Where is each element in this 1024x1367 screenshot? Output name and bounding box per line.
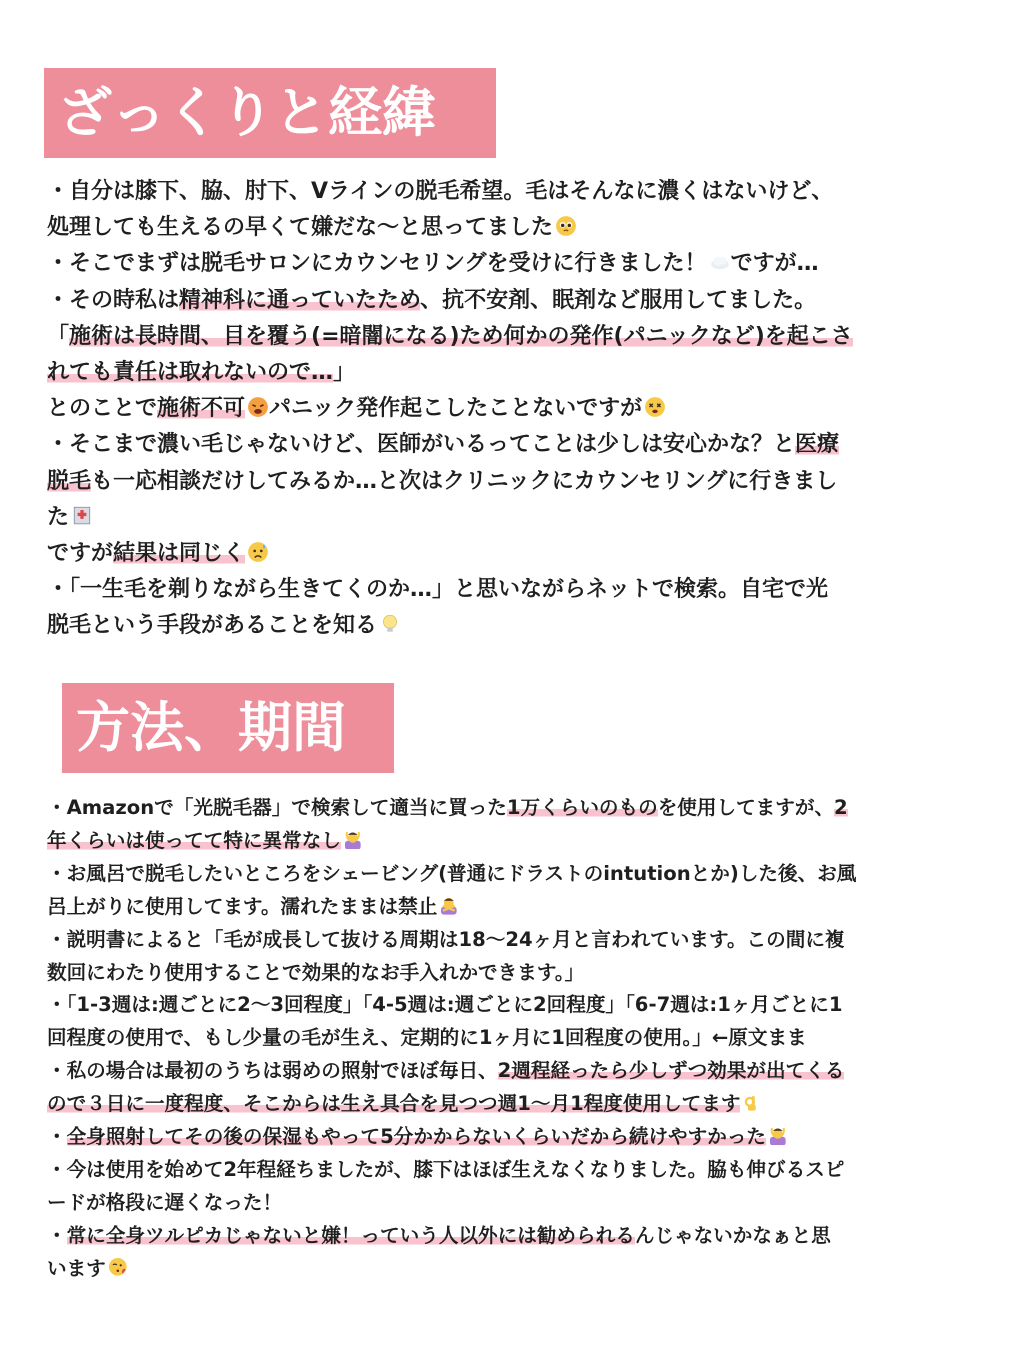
person-raising-hand-icon [343, 827, 363, 847]
text-segment: います [47, 1256, 106, 1280]
text-segment: ・「1-3週は:週ごとに2〜3回程度」「4-5週は:週ごとに2回程度」「6-7週は:1ヶ月ごとに1 [47, 993, 843, 1017]
text-line [47, 536, 967, 572]
text-segment: ・ [47, 1125, 67, 1149]
person-raising-hand-icon [768, 1123, 788, 1143]
text-segment: を使用してますが、 [657, 796, 835, 819]
highlighted-text: れても責任は取れないので… [47, 360, 334, 386]
highlighted-text: 施術不可 [157, 396, 246, 422]
highlighted-text: 医療 [795, 432, 840, 458]
text-line [47, 500, 967, 536]
text-line [47, 858, 967, 891]
text-line [47, 1055, 967, 1088]
highlighted-text: 脱毛 [47, 468, 92, 494]
text-segment: ・自分は膝下、脇、肘下、Vラインの脱毛希望。毛はそんなに濃くはないけど、 [47, 179, 834, 204]
text-line [47, 427, 967, 463]
text-line [47, 391, 967, 427]
text-line [47, 825, 967, 858]
face-blowing-kiss-icon [108, 1255, 128, 1275]
text-segment: ・「一生毛を剃りながら生きてくのか…」と思いながらネットで検索。自宅で光 [47, 577, 829, 603]
text-segment: ・私の場合は最初のうちは弱めの照射でほぼ毎日、 [47, 1059, 498, 1083]
text-line [47, 174, 967, 210]
text-line [47, 572, 967, 608]
text-segment: ードが格段に遅くなった！ [47, 1190, 283, 1214]
section-body-method [47, 792, 967, 1286]
text-segment: ・お風呂で脱毛したいところをシェービング(普通にドラストのintutionとか)した後、お風 [47, 861, 857, 885]
text-line [47, 1220, 967, 1253]
text-line [47, 1022, 967, 1055]
highlighted-text: 年くらいは使ってて特に異常なし [47, 828, 341, 852]
weary-face-icon [247, 394, 269, 416]
text-line [47, 891, 967, 924]
highlighted-text: 常に全身ツルピカじゃないと嫌！っていう人以外には勧められる [66, 1223, 635, 1247]
sad-sweat-face-icon [247, 539, 269, 561]
text-line [47, 957, 967, 990]
hospital-icon [71, 502, 93, 524]
text-segment: んじゃないかなぁと思 [634, 1223, 831, 1247]
text-line [47, 608, 967, 644]
text-segment: ですが… [730, 251, 819, 277]
text-line [47, 1187, 967, 1220]
text-segment: ・今は使用を始めて2年程経ちましたが、膝下はほぼ生えなくなりました。脇も伸びるスピ [47, 1157, 845, 1181]
text-segment: 処理しても生えるの早くて嫌だな〜と思ってました [47, 215, 554, 241]
highlighted-text: 1万くらいのもの [506, 796, 658, 819]
text-line [47, 1121, 967, 1154]
text-segment: ・そこまで濃い毛じゃないけど、医師がいるってことは少しは安心かな？と [47, 432, 796, 458]
text-line [47, 283, 967, 319]
text-segment: も一応相談だけしてみるか…と次はクリニックにカウンセリングに行きまし [91, 468, 838, 494]
text-segment: 、抗不安剤、眠剤など服用してました。 [420, 287, 817, 313]
text-segment: とのことで [47, 396, 158, 422]
text-line [47, 355, 967, 391]
text-line [47, 246, 967, 282]
text-line [47, 989, 967, 1022]
person-gesturing-no-icon [439, 893, 459, 913]
text-segment: た [47, 504, 70, 530]
text-segment: 呂上がりに使用してます。濡れたままは禁止 [47, 894, 438, 918]
highlighted-text: 2週程経ったら少しずつ効果が出てくる [497, 1059, 845, 1083]
dizzy-face-icon [644, 394, 666, 416]
text-line [47, 1154, 967, 1187]
section-body-history [47, 174, 967, 645]
text-segment: 」 [333, 360, 356, 386]
text-line [47, 464, 967, 500]
text-line [47, 319, 967, 355]
text-segment: 数回にわたり使用することで効果的なお手入れかできます。」 [47, 960, 585, 984]
section-heading-history: ざっくりと経緯 [44, 68, 496, 158]
text-segment: 回程度の使用で、もし少量の毛が生え、定期的に1ヶ月に1回程度の使用。」←原文まま [47, 1026, 807, 1050]
text-line [47, 1253, 967, 1286]
text-segment: ・その時私は [47, 287, 180, 313]
text-segment: ですが [47, 541, 114, 567]
highlighted-text: 施術は長時間、目を覆う(=暗闇になる)ため何かの発作(パニックなど)を起こさ [69, 323, 853, 349]
text-segment: ・そこでまずは脱毛サロンにカウンセリングを受けに行きました！ [47, 251, 707, 277]
text-segment: ・Amazonで「光脱毛器」で検索して適当に買った [47, 796, 507, 819]
pleading-face-icon [555, 213, 577, 235]
cloud-icon [709, 249, 731, 271]
text-line [47, 792, 967, 825]
highlighted-text: 全身照射してその後の保湿もやって5分かからないくらいだから続けやすかった [66, 1125, 767, 1149]
text-line [47, 210, 967, 246]
light-bulb-icon [379, 611, 401, 633]
highlighted-text: 結果は同じく [113, 541, 246, 567]
highlighted-text: 2 [834, 796, 848, 819]
ok-hand-icon [742, 1091, 762, 1111]
text-segment: ・ [47, 1223, 67, 1247]
highlighted-text: 精神科に通っていたため [179, 287, 421, 313]
section-heading-method: 方法、期間 [62, 683, 394, 773]
text-line [47, 924, 967, 957]
highlighted-text: ので３日に一度程度、そこからは生え具合を見つつ週1〜月1程度使用してます [47, 1092, 741, 1116]
text-segment: 脱毛という手段があることを知る [47, 613, 378, 639]
text-segment: パニック発作起こしたことないですが [269, 396, 643, 422]
text-segment: ・説明書によると「毛が成長して抜ける周期は18〜24ヶ月と言われています。この間に複 [47, 927, 845, 951]
text-segment: 「 [47, 323, 70, 349]
text-line [47, 1088, 967, 1121]
